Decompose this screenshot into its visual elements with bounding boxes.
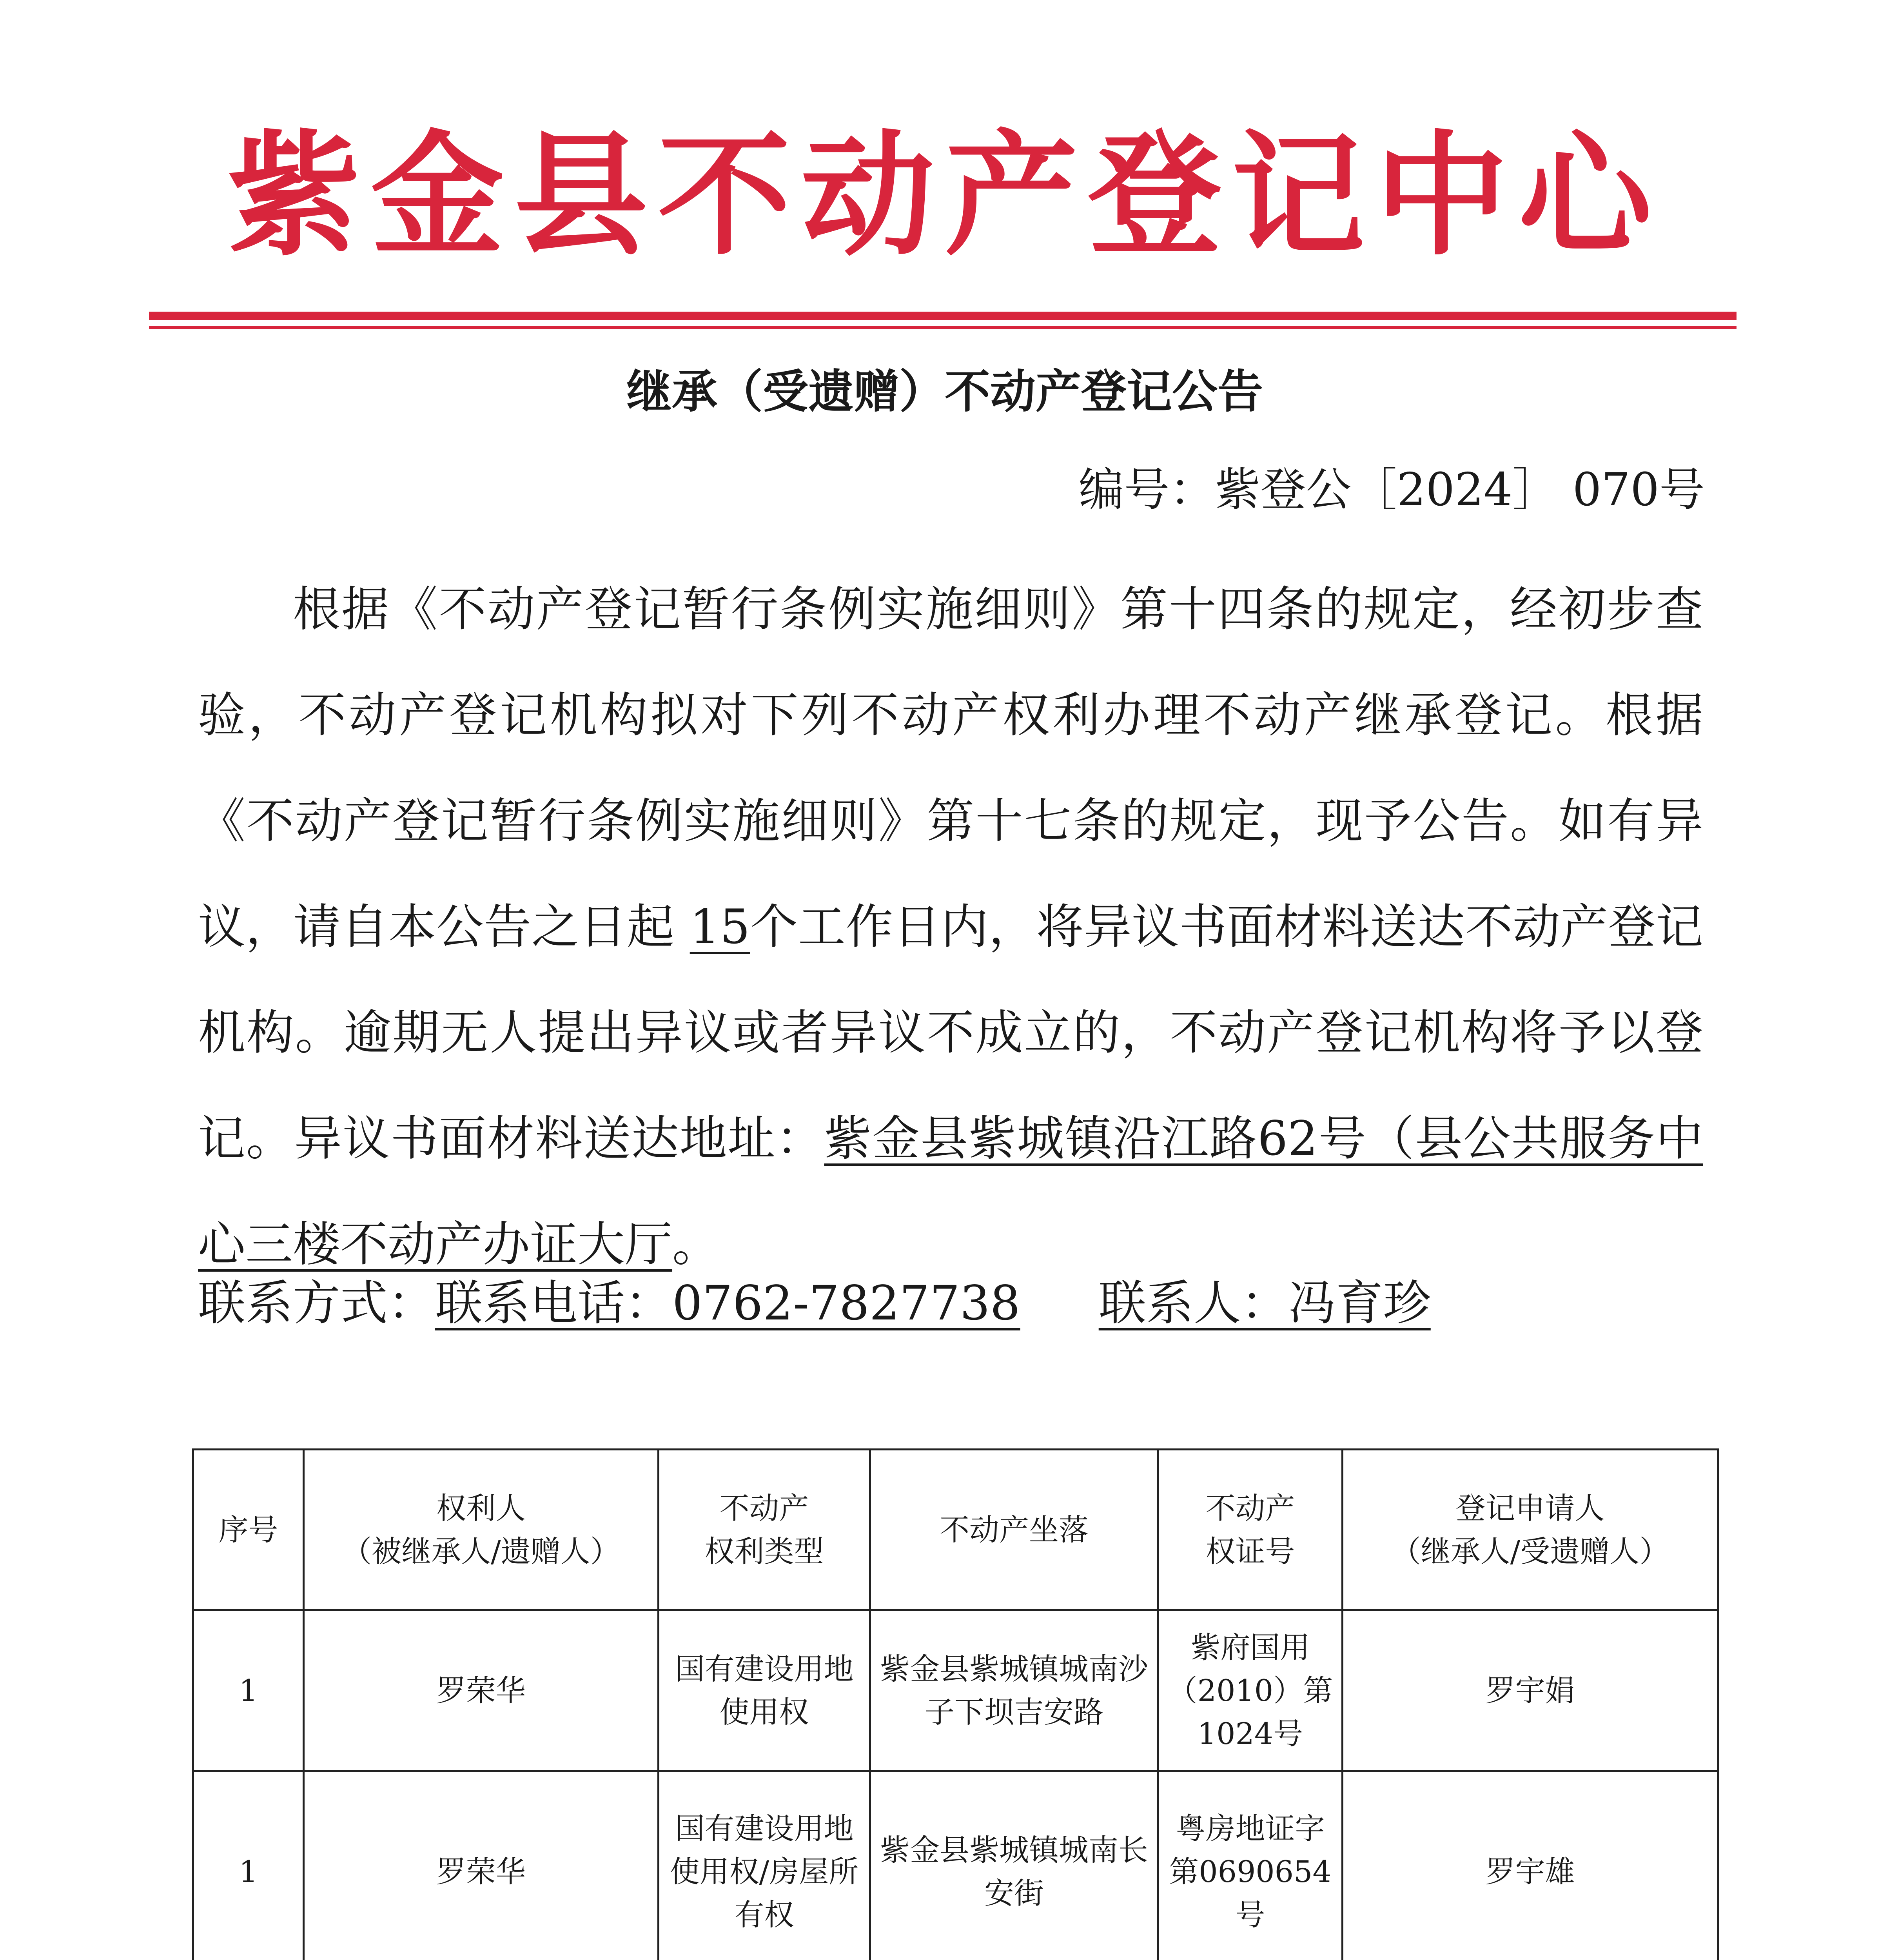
table-cell: 罗荣华 — [304, 1771, 659, 1960]
contact-label: 联系方式： — [198, 1276, 436, 1331]
header-rule-thick — [149, 312, 1737, 320]
contact-person: 联系人：冯育珍 — [1098, 1276, 1431, 1331]
notice-title: 继承（受遗赠）不动产登记公告 — [626, 365, 1263, 418]
header-cell: 序号 — [193, 1450, 304, 1610]
table-header-row — [193, 1450, 1718, 1610]
document-number: 编号：紫登公［2024］ 070号 — [1078, 463, 1705, 516]
table-cell: 罗宇娟 — [1343, 1610, 1718, 1771]
table-cell: 1 — [193, 1771, 304, 1960]
table-cell: 国有建设用地使用权/房屋所有权 — [659, 1771, 870, 1960]
table-row — [193, 1771, 1718, 1960]
body-end: 。 — [672, 1217, 720, 1272]
table-cell: 紫金县紫城镇城南长安街 — [870, 1771, 1158, 1960]
table-cell: 粤房地证字第0690654号 — [1158, 1771, 1343, 1960]
header-rule-thin — [149, 326, 1737, 329]
table-cell: 紫府国用（2010）第1024号 — [1158, 1610, 1343, 1771]
contact-phone: 联系电话：0762-7827738 — [435, 1276, 1020, 1331]
contact-line — [198, 1250, 1431, 1356]
body-part-1: 根据《不动产登记暂行条例实施细则》第十四条的规定，经初步查验，不动产登记机构拟对下列不动产权利办理不动产继承登记。根据《不动产登记暂行条例实施细则》第十七条的规定，现予公告。如有异议，请自本公告之日起 — [198, 582, 1703, 955]
table-cell: 罗荣华 — [304, 1610, 659, 1771]
table-cell: 国有建设用地使用权 — [659, 1610, 870, 1771]
table-row — [193, 1610, 1718, 1771]
table-cell: 罗宇雄 — [1343, 1771, 1718, 1960]
org-header-title: 紫金县不动产登记中心 — [227, 118, 1662, 274]
submission-address: 紫金县紫城镇沿江路62号（县公共服务中心三楼不动产办证大厅 — [198, 1111, 1703, 1272]
table-cell: 紫金县紫城镇城南沙子下坝吉安路 — [870, 1610, 1158, 1771]
notice-body — [198, 557, 1703, 1298]
objection-days: 15 — [690, 899, 750, 955]
header-cell: 登记申请人 （继承人/受遗赠人） — [1343, 1450, 1718, 1610]
header-cell: 权利人 （被继承人/遗赠人） — [304, 1450, 659, 1610]
header-cell: 不动产 权证号 — [1158, 1450, 1343, 1610]
body-part-2: 个工作日内，将异议书面材料送达不动产登记机构。逾期无人提出异议或者异议不成立的，不动产登记机构将予以登记。异议书面材料送达地址： — [198, 899, 1703, 1166]
table-cell: 1 — [193, 1610, 304, 1771]
header-cell: 不动产 权利类型 — [659, 1450, 870, 1610]
contact-details — [435, 1276, 1431, 1331]
property-table — [192, 1448, 1719, 1960]
header-cell: 不动产坐落 — [870, 1450, 1158, 1610]
